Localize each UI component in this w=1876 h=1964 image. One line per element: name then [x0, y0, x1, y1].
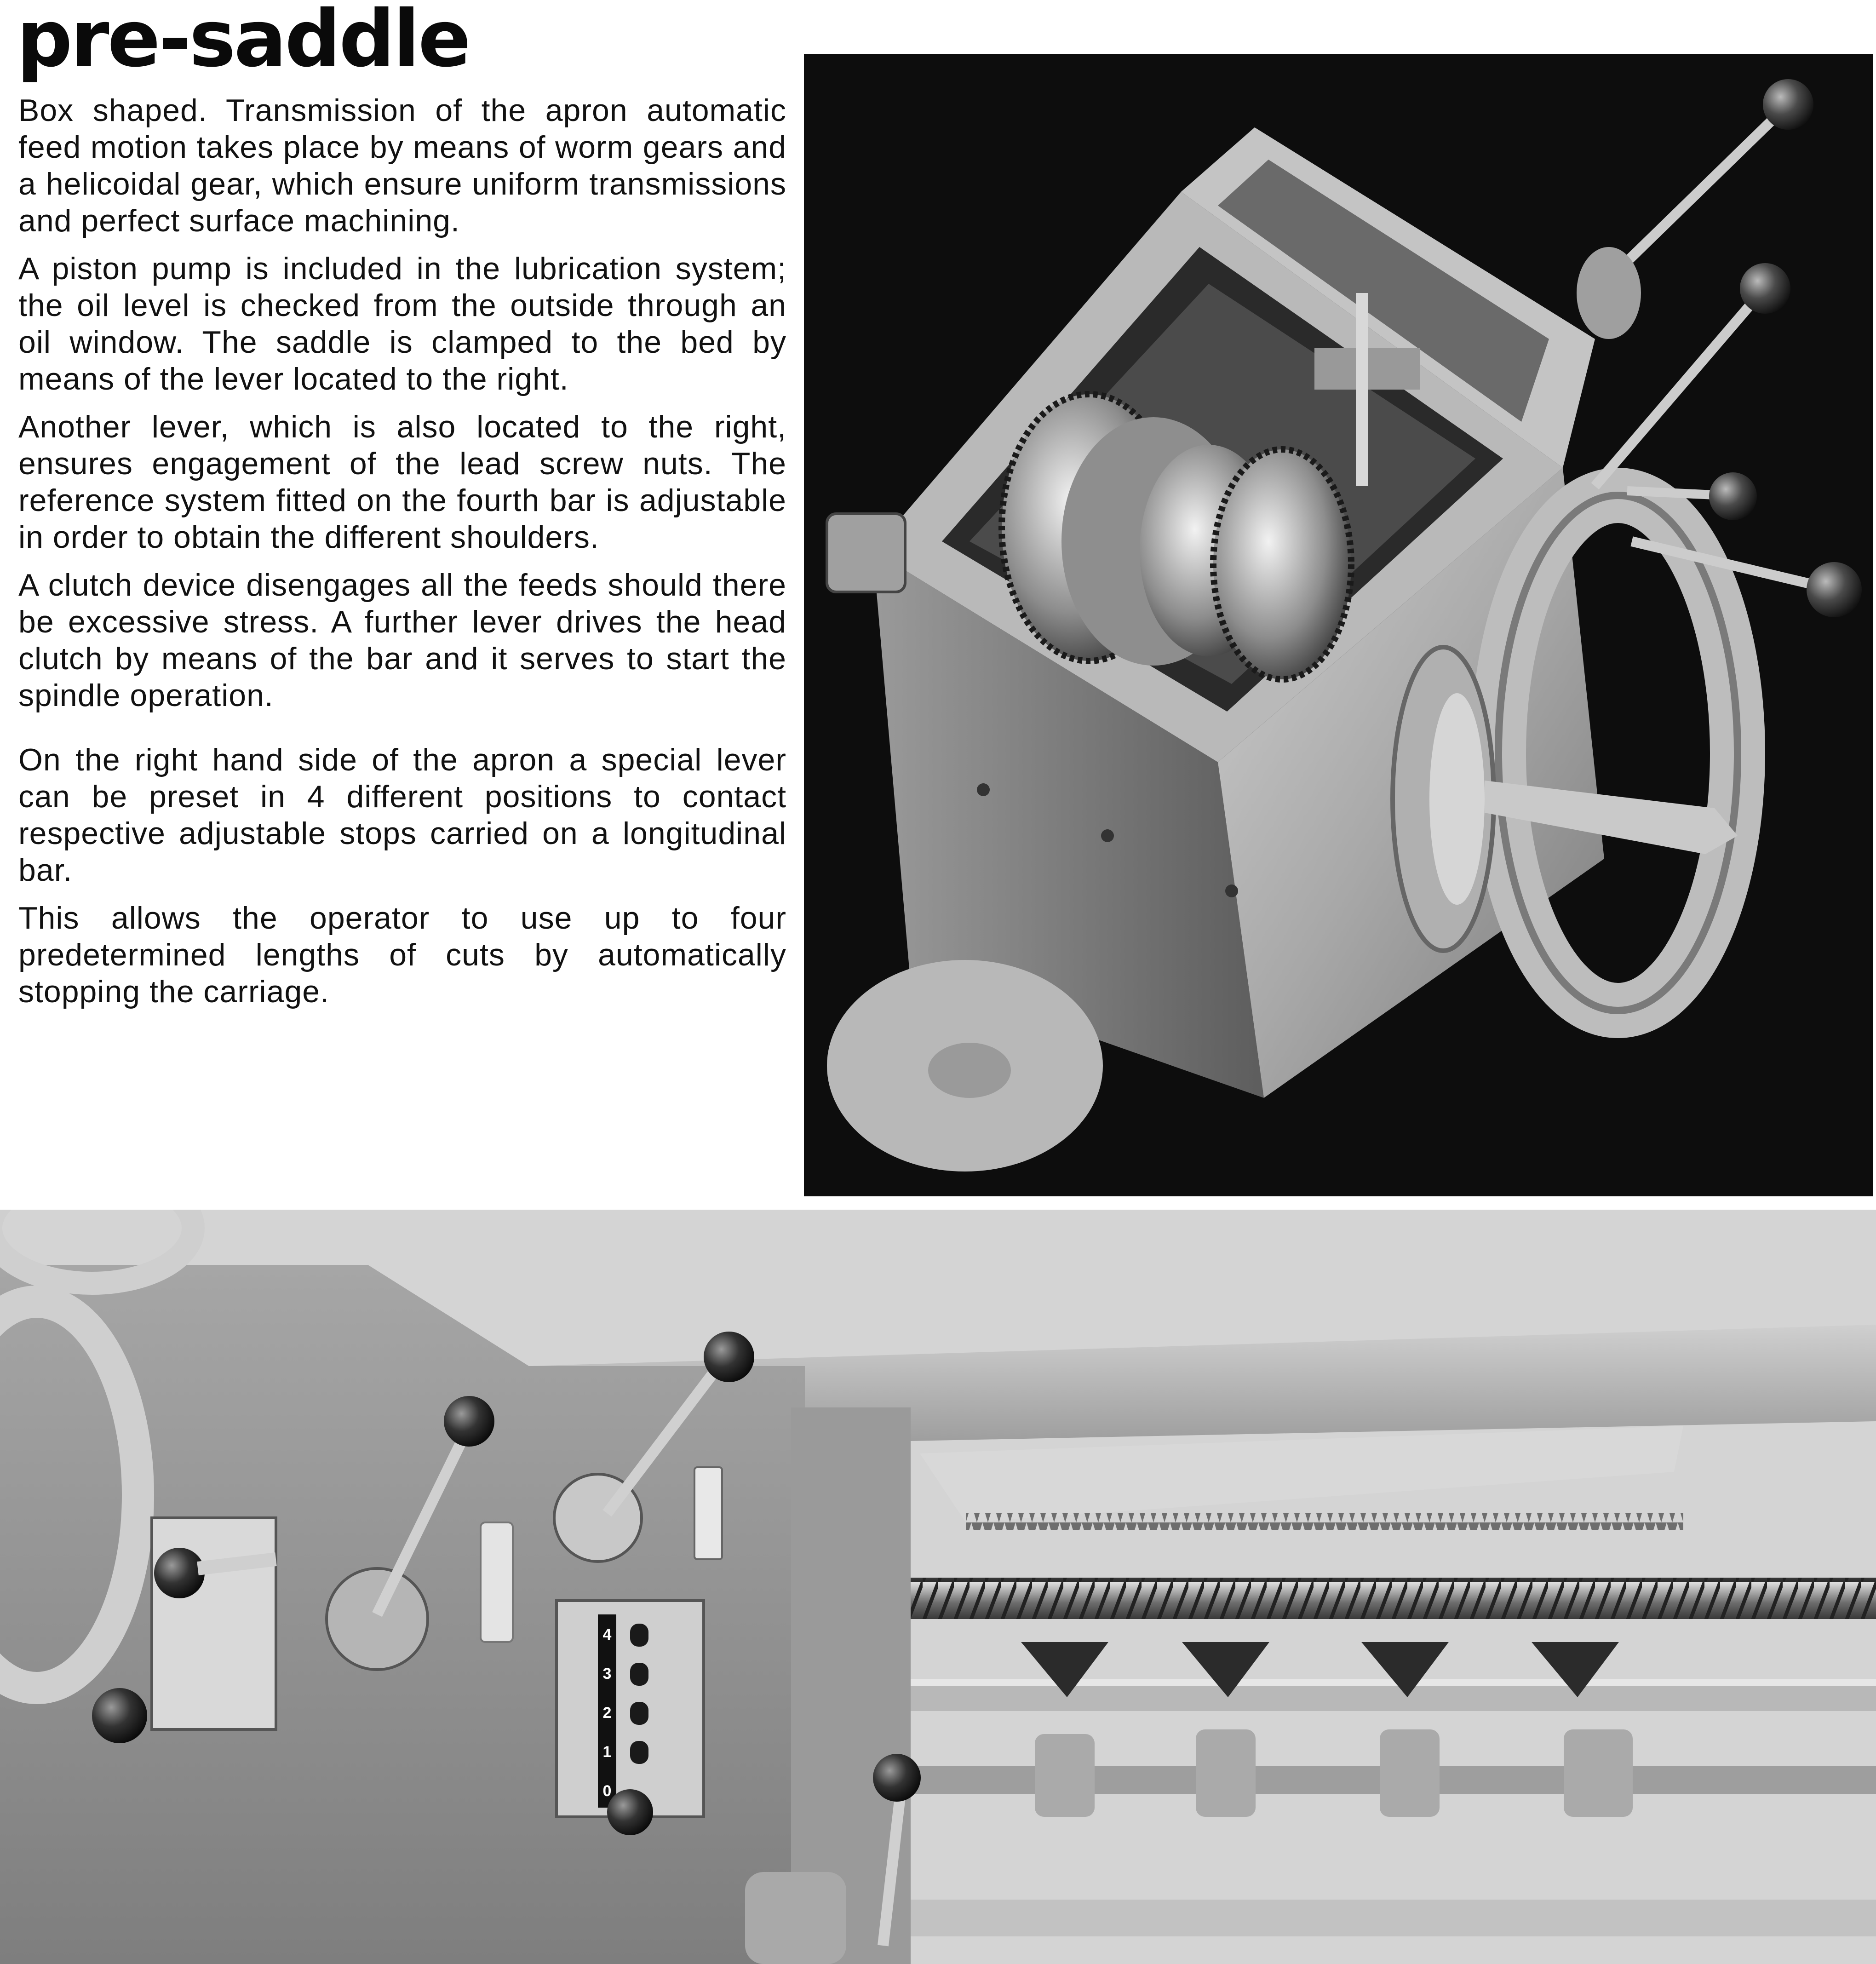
selector-position-2: 2 — [602, 1704, 612, 1722]
lathe-apron-photo — [0, 1210, 1876, 1964]
selector-position-3: 3 — [602, 1665, 612, 1683]
apron-cutaway-illustration — [804, 54, 1873, 1196]
selector-position-4: 4 — [602, 1626, 612, 1643]
paragraph-another-lever: Another lever, which is also located to the right, ensures engagement of the lead screw nuts. The reference system fitted on the fourth bar is adjustable in order to obtain the different shoulders. — [18, 409, 786, 555]
lathe-apron-illustration — [0, 1210, 1876, 1964]
body-text — [18, 92, 786, 1021]
selector-position-0: 0 — [602, 1782, 612, 1800]
paragraph-piston-pump: A piston pump is included in the lubrication system; the oil level is checked from the outside through an oil window. The saddle is clamped to the bed by means of the lever located to the right. — [18, 251, 786, 396]
apron-cutaway-photo — [804, 54, 1873, 1196]
paragraph-clutch-device: A clutch device disengages all the feeds should there be excessive stress. A further lever drives the head clutch by means of the bar and it serves to start the spindle operation. — [18, 568, 786, 713]
paragraph-box-shaped: Box shaped. Transmission of the apron automatic feed motion takes place by means of worm gears and a helicoidal gear, which ensure uniform transmissions and perfect surface machining. — [18, 93, 786, 238]
selector-position-1: 1 — [602, 1743, 612, 1761]
page-title: pre-saddle — [17, 0, 470, 85]
paragraph-special-lever: On the right hand side of the apron a special lever can be preset in 4 different positions to contact respective adjustable stops carried on a longitudinal bar. — [18, 742, 786, 888]
paragraph-four-lengths: This allows the operator to use up to four predetermined lengths of cuts by automatically stopping the carriage. — [18, 901, 786, 1009]
